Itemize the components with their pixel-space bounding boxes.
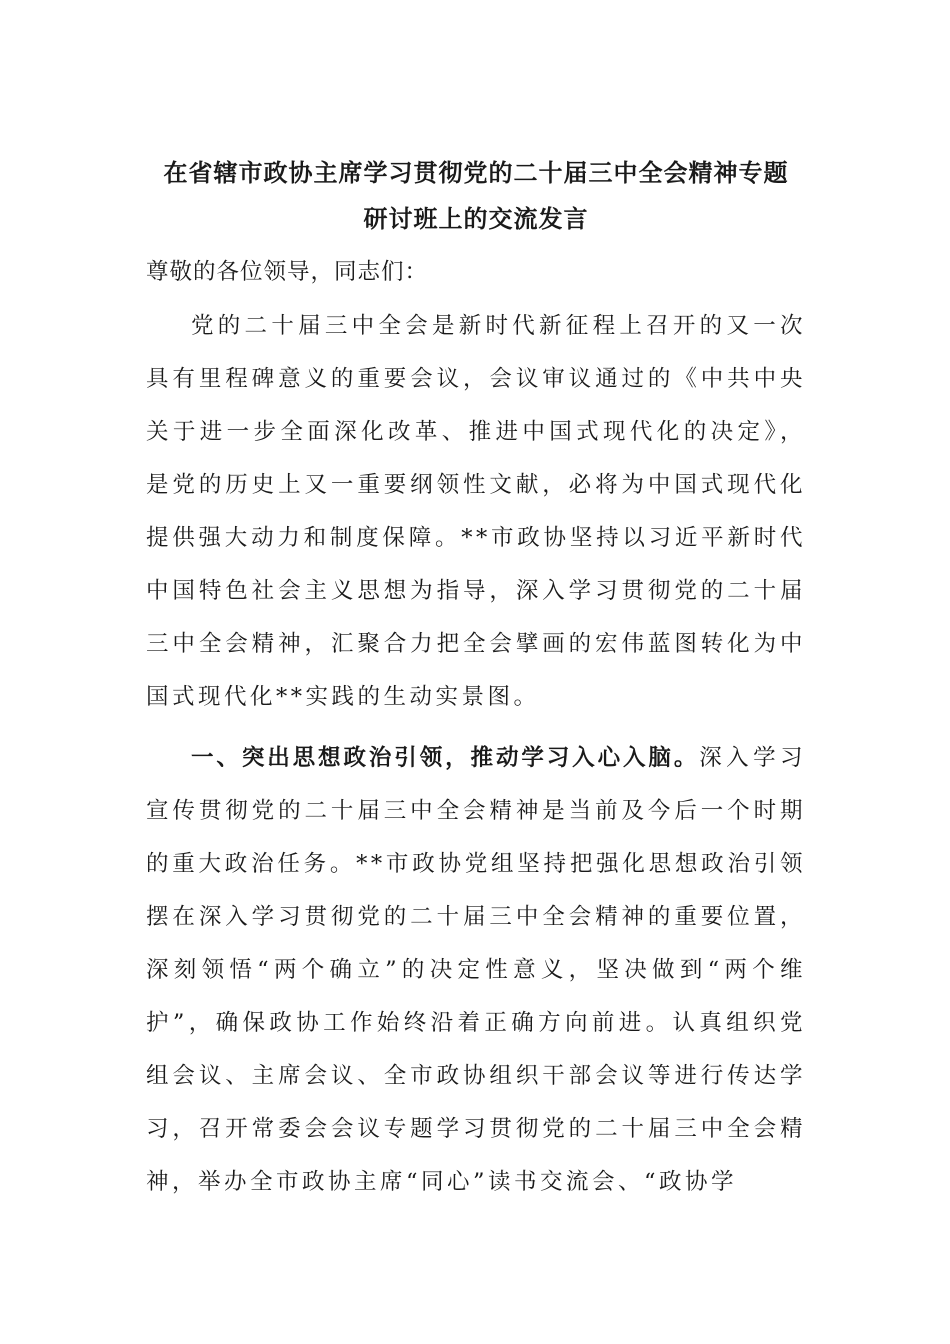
section-1-heading: 一、突出思想政治引领，推动学习入心入脑。 (191, 745, 700, 771)
section-1-body: 深入学习宣传贯彻党的二十届三中全会精神是当前及今后一个时期的重大政治任务。**市政协党组坚持把强化思想政治引领摆在深入学习贯彻党的二十届三中全会精神的重要位置，深刻领悟“两个确立”的决定性意义，坚决做到“两个维护”，确保政协工作始终沿着正确方向前进。认真组织党组会议、主席会议、全市政协组织干部会议等进行传达学习，召开常委会会议专题学习贯彻党的二十届三中全会精神，举办全市政协主席“同心”读书交流会、“政协学 (146, 745, 806, 1195)
title-line-1: 在省辖市政协主席学习贯彻党的二十届三中全会精神专题 (163, 159, 789, 187)
intro-paragraph: 党的二十届三中全会是新时代新征程上召开的又一次具有里程碑意义的重要会议，会议审议通过的《中共中央关于进一步全面深化改革、推进中国式现代化的决定》，是党的历史上又一重要纲领性文献，必将为中国式现代化提供强大动力和制度保障。**市政协坚持以习近平新时代中国特色社会主义思想为指导，深入学习贯彻党的二十届三中全会精神，汇聚合力把全会擘画的宏伟蓝图转化为中国式现代化**实践的生动实景图。 (146, 313, 806, 710)
document-title (138, 150, 814, 242)
salutation: 尊敬的各位领导，同志们： (146, 259, 429, 285)
document-page (146, 150, 806, 1209)
section-1-paragraph (146, 732, 806, 1209)
title-line-2: 研讨班上的交流发言 (363, 205, 589, 233)
